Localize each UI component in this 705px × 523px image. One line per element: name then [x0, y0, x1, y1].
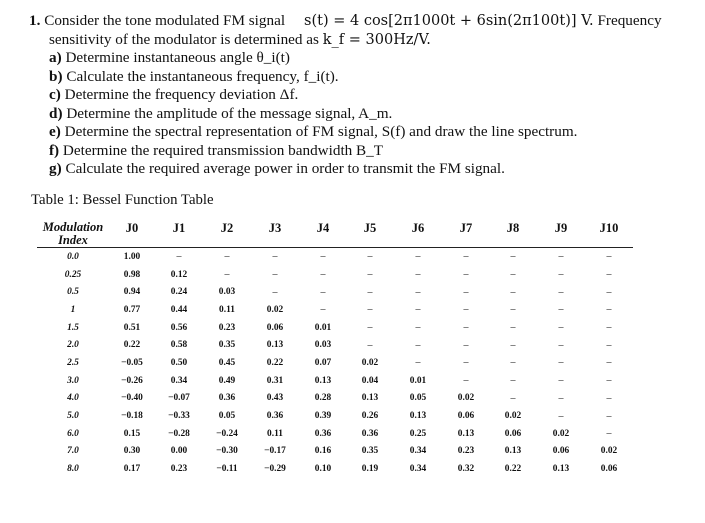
bessel-value-cell: 0.31	[266, 375, 284, 386]
bessel-value-cell: –	[606, 357, 612, 369]
question-part-text: Determine the required transmission bandwidth B_T	[62, 141, 384, 159]
bessel-value-cell: −0.26	[121, 375, 143, 386]
header-bessel-order: J7	[459, 221, 473, 235]
bessel-value-cell: 0.19	[361, 464, 379, 475]
table-row	[37, 336, 633, 354]
header-bessel-order: J5	[363, 221, 377, 235]
bessel-value-cell: –	[415, 304, 421, 316]
bessel-value-cell: 0.13	[457, 428, 475, 439]
bessel-value-cell: 0.13	[409, 411, 427, 422]
bessel-value-cell: 0.51	[123, 322, 141, 333]
modulation-index-cell: 0.25	[64, 269, 82, 280]
sensitivity-text: sensitivity of the modulator is determined as	[49, 30, 319, 48]
bessel-value-cell: –	[224, 269, 230, 281]
bessel-value-cell: −0.07	[168, 393, 190, 404]
bessel-function-table	[37, 221, 633, 478]
bessel-value-cell: –	[463, 339, 469, 351]
table-row	[37, 460, 633, 478]
bessel-value-cell: –	[510, 375, 516, 387]
bessel-value-cell: 0.04	[361, 375, 379, 386]
bessel-value-cell: −0.05	[121, 357, 143, 368]
bessel-value-cell: 0.34	[409, 446, 427, 457]
table-row	[37, 443, 633, 461]
bessel-value-cell: 0.98	[123, 269, 141, 280]
bessel-value-cell: –	[272, 286, 278, 298]
bessel-value-cell: –	[510, 322, 516, 334]
bessel-value-cell: 0.44	[170, 304, 188, 315]
question-part	[29, 86, 699, 105]
modulation-index-cell: 2.0	[67, 340, 79, 351]
bessel-value-cell: –	[224, 251, 230, 263]
bessel-value-cell: –	[415, 269, 421, 281]
question-part-text: Determine the spectral representation of FM signal, S(f) and draw the line spectrum.	[64, 123, 578, 140]
bessel-value-cell: −0.18	[121, 411, 143, 422]
bessel-value-cell: –	[558, 357, 564, 369]
bessel-value-cell: 0.03	[314, 340, 332, 351]
bessel-value-cell: −0.40	[121, 393, 143, 404]
header-bessel-order: J3	[268, 221, 282, 235]
question-parts	[29, 49, 699, 179]
problem-line-2	[29, 31, 699, 50]
bessel-value-cell: –	[606, 269, 612, 281]
bessel-value-cell: 0.26	[361, 411, 379, 422]
table-row	[37, 425, 633, 443]
modulation-index-cell: 0.5	[67, 287, 79, 298]
bessel-value-cell: –	[176, 251, 182, 263]
bessel-value-cell: –	[510, 392, 516, 404]
table-row	[37, 372, 633, 390]
table-row	[37, 301, 633, 319]
bessel-value-cell: –	[510, 269, 516, 281]
frequency-word: Frequency	[597, 12, 662, 29]
bessel-value-cell: 0.10	[314, 464, 332, 475]
bessel-value-cell: 0.11	[267, 428, 283, 439]
bessel-value-cell: 0.22	[123, 340, 141, 351]
question-part	[29, 49, 699, 68]
bessel-value-cell: 0.02	[552, 428, 570, 439]
signal-equation: s(t) = 4 cos[2π1000t + 6sin(2π100t)] V.	[304, 13, 594, 29]
header-bessel-order: J9	[554, 221, 568, 235]
bessel-value-cell: −0.30	[216, 446, 238, 457]
problem-line-1	[29, 12, 699, 31]
bessel-value-cell: –	[367, 251, 373, 263]
bessel-value-cell: –	[558, 286, 564, 298]
bessel-value-cell: 0.36	[361, 428, 379, 439]
modulation-index-cell: 1	[70, 304, 76, 315]
bessel-value-cell: –	[510, 339, 516, 351]
bessel-value-cell: –	[367, 286, 373, 298]
modulation-index-cell: 6.0	[67, 428, 79, 439]
bessel-value-cell: 0.39	[314, 411, 332, 422]
bessel-value-cell: 0.32	[457, 464, 475, 475]
bessel-value-cell: –	[510, 251, 516, 263]
bessel-value-cell: 0.13	[552, 464, 570, 475]
bessel-value-cell: 0.23	[457, 446, 475, 457]
bessel-value-cell: 0.25	[409, 428, 427, 439]
bessel-value-cell: –	[272, 269, 278, 281]
bessel-value-cell: −0.29	[264, 464, 286, 475]
bessel-value-cell: –	[558, 375, 564, 387]
bessel-value-cell: 0.06	[266, 322, 284, 333]
bessel-value-cell: –	[367, 304, 373, 316]
problem-statement	[29, 12, 699, 179]
bessel-value-cell: 0.45	[218, 357, 236, 368]
bessel-value-cell: –	[320, 269, 326, 281]
bessel-value-cell: 0.58	[170, 340, 188, 351]
modulation-index-cell: 3.0	[67, 375, 79, 386]
question-part-label: c)	[49, 86, 61, 103]
question-part-text: Determine the frequency deviation Δf.	[64, 86, 299, 103]
question-part-text: Calculate the instantaneous frequency, f_i(t).	[66, 67, 339, 85]
bessel-value-cell: 0.34	[170, 375, 188, 386]
bessel-value-cell: –	[606, 428, 612, 440]
question-part-label: e)	[49, 123, 61, 140]
bessel-value-cell: 0.03	[218, 287, 236, 298]
modulation-index-cell: 7.0	[67, 446, 79, 457]
question-part-text: Determine instantaneous angle θ_i(t)	[65, 49, 290, 66]
question-part-text: Calculate the required average power in order to transmit the FM signal.	[65, 160, 505, 177]
header-bessel-order: J8	[506, 221, 520, 235]
header-modulation-index: Modulation Index	[42, 220, 104, 247]
question-part-label: f)	[49, 141, 60, 159]
bessel-value-cell: −0.28	[168, 428, 190, 439]
bessel-value-cell: 1.00	[123, 251, 141, 262]
question-part	[29, 142, 699, 161]
bessel-value-cell: –	[415, 322, 421, 334]
bessel-value-cell: 0.02	[600, 446, 618, 457]
bessel-value-cell: –	[367, 322, 373, 334]
bessel-value-cell: –	[415, 286, 421, 298]
bessel-value-cell: 0.06	[552, 446, 570, 457]
bessel-value-cell: 0.36	[218, 393, 236, 404]
bessel-value-cell: –	[415, 251, 421, 263]
bessel-value-cell: 0.30	[123, 446, 141, 457]
bessel-value-cell: –	[367, 339, 373, 351]
bessel-value-cell: –	[320, 286, 326, 298]
bessel-value-cell: 0.13	[361, 393, 379, 404]
bessel-value-cell: –	[463, 304, 469, 316]
bessel-value-cell: –	[606, 322, 612, 334]
bessel-value-cell: 0.15	[123, 428, 141, 439]
table-caption: Table 1: Bessel Function Table	[31, 192, 214, 208]
question-part	[29, 123, 699, 142]
question-part-label: g)	[49, 160, 62, 177]
bessel-value-cell: –	[606, 304, 612, 316]
bessel-value-cell: 0.23	[170, 464, 188, 475]
bessel-value-cell: 0.35	[218, 340, 236, 351]
bessel-value-cell: 0.02	[504, 411, 522, 422]
bessel-value-cell: 0.50	[170, 357, 188, 368]
bessel-value-cell: –	[606, 375, 612, 387]
bessel-value-cell: −0.33	[168, 411, 190, 422]
table-row	[37, 283, 633, 301]
bessel-value-cell: –	[558, 392, 564, 404]
bessel-value-cell: 0.16	[314, 446, 332, 457]
bessel-value-cell: –	[320, 304, 326, 316]
kf-value: k_f = 300Hz/V.	[322, 31, 431, 48]
bessel-value-cell: 0.43	[266, 393, 284, 404]
bessel-value-cell: –	[320, 251, 326, 263]
bessel-value-cell: –	[463, 286, 469, 298]
bessel-value-cell: 0.13	[504, 446, 522, 457]
header-bessel-order: J1	[172, 221, 186, 235]
question-part-text: Determine the amplitude of the message signal, A_m.	[66, 104, 393, 122]
bessel-value-cell: 0.94	[123, 287, 141, 298]
bessel-value-cell: 0.34	[409, 464, 427, 475]
bessel-value-cell: 0.22	[266, 357, 284, 368]
header-bessel-order: J6	[411, 221, 425, 235]
bessel-value-cell: 0.35	[361, 446, 379, 457]
bessel-value-cell: 0.22	[504, 464, 522, 475]
bessel-value-cell: –	[463, 375, 469, 387]
table-row	[37, 266, 633, 284]
bessel-value-cell: 0.02	[457, 393, 475, 404]
bessel-value-cell: –	[367, 269, 373, 281]
table-row	[37, 354, 633, 372]
bessel-value-cell: –	[463, 269, 469, 281]
bessel-value-cell: –	[558, 322, 564, 334]
bessel-value-cell: –	[558, 410, 564, 422]
question-part-label: a)	[49, 49, 62, 66]
bessel-value-cell: –	[272, 251, 278, 263]
bessel-value-cell: 0.00	[170, 446, 188, 457]
table-header-row	[37, 221, 633, 248]
bessel-value-cell: –	[606, 286, 612, 298]
bessel-value-cell: 0.17	[123, 464, 141, 475]
bessel-value-cell: –	[558, 251, 564, 263]
table-body	[37, 248, 633, 478]
table-row	[37, 248, 633, 266]
bessel-value-cell: 0.23	[218, 322, 236, 333]
modulation-index-cell: 8.0	[67, 464, 79, 475]
bessel-value-cell: 0.06	[457, 411, 475, 422]
bessel-value-cell: 0.07	[314, 357, 332, 368]
modulation-index-cell: 4.0	[67, 393, 79, 404]
bessel-value-cell: –	[606, 410, 612, 422]
bessel-value-cell: 0.77	[123, 304, 141, 315]
bessel-value-cell: –	[558, 339, 564, 351]
modulation-index-cell: 1.5	[67, 322, 79, 333]
bessel-value-cell: 0.36	[266, 411, 284, 422]
problem-number: 1.	[29, 12, 41, 29]
header-bessel-order: J4	[316, 221, 330, 235]
question-part	[29, 160, 699, 179]
bessel-value-cell: 0.49	[218, 375, 236, 386]
question-part-label: b)	[49, 67, 63, 85]
bessel-value-cell: –	[558, 304, 564, 316]
problem-intro: Consider the tone modulated FM signal	[44, 12, 286, 29]
table-row	[37, 390, 633, 408]
bessel-value-cell: 0.11	[219, 304, 235, 315]
bessel-value-cell: −0.24	[216, 428, 238, 439]
bessel-value-cell: 0.06	[504, 428, 522, 439]
modulation-index-cell: 5.0	[67, 411, 79, 422]
question-part	[29, 105, 699, 124]
bessel-value-cell: –	[510, 357, 516, 369]
bessel-value-cell: 0.24	[170, 287, 188, 298]
header-bessel-order: J2	[220, 221, 234, 235]
bessel-value-cell: 0.36	[314, 428, 332, 439]
bessel-value-cell: 0.02	[361, 357, 379, 368]
bessel-value-cell: 0.05	[218, 411, 236, 422]
bessel-value-cell: 0.13	[314, 375, 332, 386]
bessel-value-cell: –	[415, 357, 421, 369]
bessel-value-cell: –	[463, 322, 469, 334]
bessel-value-cell: 0.12	[170, 269, 188, 280]
bessel-value-cell: 0.01	[409, 375, 427, 386]
header-bessel-order: J10	[599, 221, 619, 235]
question-part	[29, 68, 699, 87]
bessel-value-cell: –	[510, 304, 516, 316]
bessel-value-cell: 0.28	[314, 393, 332, 404]
bessel-value-cell: −0.17	[264, 446, 286, 457]
bessel-value-cell: –	[606, 392, 612, 404]
bessel-value-cell: –	[606, 339, 612, 351]
bessel-value-cell: –	[558, 269, 564, 281]
modulation-index-cell: 2.5	[67, 357, 79, 368]
table-row	[37, 407, 633, 425]
bessel-value-cell: −0.11	[216, 464, 238, 475]
bessel-value-cell: –	[510, 286, 516, 298]
bessel-value-cell: –	[463, 357, 469, 369]
bessel-value-cell: 0.13	[266, 340, 284, 351]
bessel-value-cell: –	[415, 339, 421, 351]
bessel-value-cell: 0.05	[409, 393, 427, 404]
bessel-value-cell: 0.56	[170, 322, 188, 333]
bessel-value-cell: 0.02	[266, 304, 284, 315]
bessel-value-cell: 0.01	[314, 322, 332, 333]
header-bessel-order: J0	[125, 221, 139, 235]
question-part-label: d)	[49, 104, 63, 122]
bessel-value-cell: –	[606, 251, 612, 263]
modulation-index-cell: 0.0	[67, 251, 79, 262]
bessel-value-cell: 0.06	[600, 464, 618, 475]
table-row	[37, 319, 633, 337]
bessel-value-cell: –	[463, 251, 469, 263]
